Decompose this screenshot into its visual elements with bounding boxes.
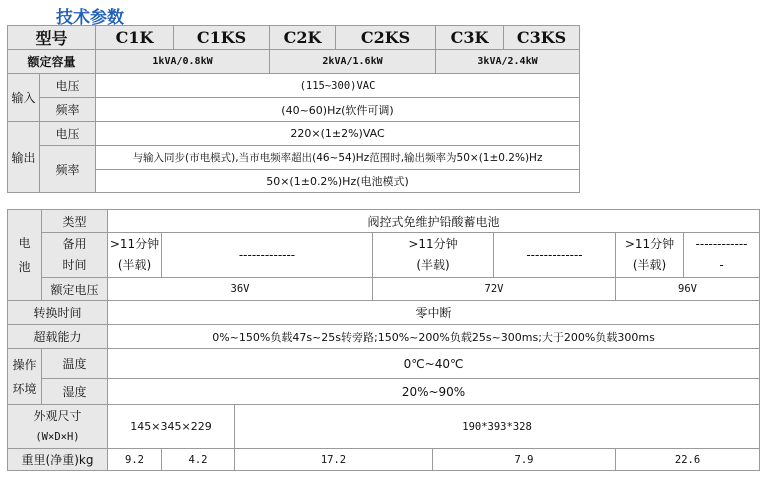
temperature-label: 温度: [42, 349, 108, 379]
input-frequency-value: (40~60)Hz(软件可调): [96, 98, 580, 122]
battery-label: 电 池: [8, 210, 42, 301]
output-frequency-line2: 50×(1±0.2%)Hz(电池模式): [96, 170, 580, 193]
model-name: C1K: [96, 26, 174, 50]
rated-voltage-label: 额定电压: [42, 278, 108, 301]
rated-capacity-value: 3kVA/2.4kW: [436, 50, 580, 74]
input-voltage-value: (115~300)VAC: [96, 74, 580, 98]
rated-capacity-value: 2kVA/1.6kW: [270, 50, 436, 74]
dimensions-label: 外观尺寸 (W×D×H): [8, 405, 108, 449]
rated-capacity-value: 1kVA/0.8kW: [96, 50, 270, 74]
output-frequency-label: 频率: [40, 146, 96, 193]
spec-table: [7, 25, 580, 193]
weight-value: 7.9: [433, 449, 616, 471]
backup-time-value: >11分钟 (半载): [108, 233, 162, 278]
backup-time-value: -------------: [494, 233, 616, 278]
output-voltage-value: 220×(1±2%)VAC: [96, 122, 580, 146]
rated-voltage-value: 36V: [108, 278, 373, 301]
output-voltage-label: 电压: [40, 122, 96, 146]
overload-value: 0%~150%负载47s~25s转旁路;150%~200%负载25s~300ms;大于200%负载300ms: [108, 325, 760, 349]
rated-voltage-value: 72V: [373, 278, 616, 301]
battery-type-label: 类型: [42, 210, 108, 233]
environment-label: 操作 环境: [8, 349, 42, 405]
model-header: 型号: [8, 26, 96, 50]
page-title: 技术参数: [56, 8, 124, 28]
backup-time-label: 备用 时间: [42, 233, 108, 278]
output-frequency-line1: 与输入同步(市电模式),当市电频率超出(46~54)Hz范围时,输出频率为50×(1±0.2%)Hz: [96, 146, 580, 170]
rated-voltage-value: 96V: [616, 278, 760, 301]
transfer-time-label: 转换时间: [8, 301, 108, 325]
weight-label: 重里(净重)kg: [8, 449, 108, 471]
humidity-label: 湿度: [42, 379, 108, 405]
input-voltage-label: 电压: [40, 74, 96, 98]
dimensions-value: 145×345×229: [108, 405, 235, 449]
weight-value: 17.2: [235, 449, 433, 471]
backup-time-value: -------------: [162, 233, 373, 278]
humidity-value: 20%~90%: [108, 379, 760, 405]
weight-value: 22.6: [616, 449, 760, 471]
overload-label: 超载能力: [8, 325, 108, 349]
input-label: 输入: [8, 74, 40, 122]
model-name: C3K: [436, 26, 504, 50]
battery-table: [7, 209, 760, 471]
model-name: C1KS: [174, 26, 270, 50]
model-name: C2KS: [336, 26, 436, 50]
model-name: C3KS: [504, 26, 580, 50]
temperature-value: 0℃~40℃: [108, 349, 760, 379]
weight-value: 4.2: [162, 449, 235, 471]
input-frequency-label: 频率: [40, 98, 96, 122]
dimensions-value: 190*393*328: [235, 405, 760, 449]
rated-capacity-label: 额定容量: [8, 50, 96, 74]
model-name: C2K: [270, 26, 336, 50]
weight-value: 9.2: [108, 449, 162, 471]
backup-time-value: >11分钟 (半载): [373, 233, 494, 278]
transfer-time-value: 零中断: [108, 301, 760, 325]
backup-time-value: ------------ -: [684, 233, 760, 278]
backup-time-value: >11分钟 (半载): [616, 233, 684, 278]
battery-type-value: 阀控式免维护铅酸蓄电池: [108, 210, 760, 233]
output-label: 输出: [8, 122, 40, 193]
